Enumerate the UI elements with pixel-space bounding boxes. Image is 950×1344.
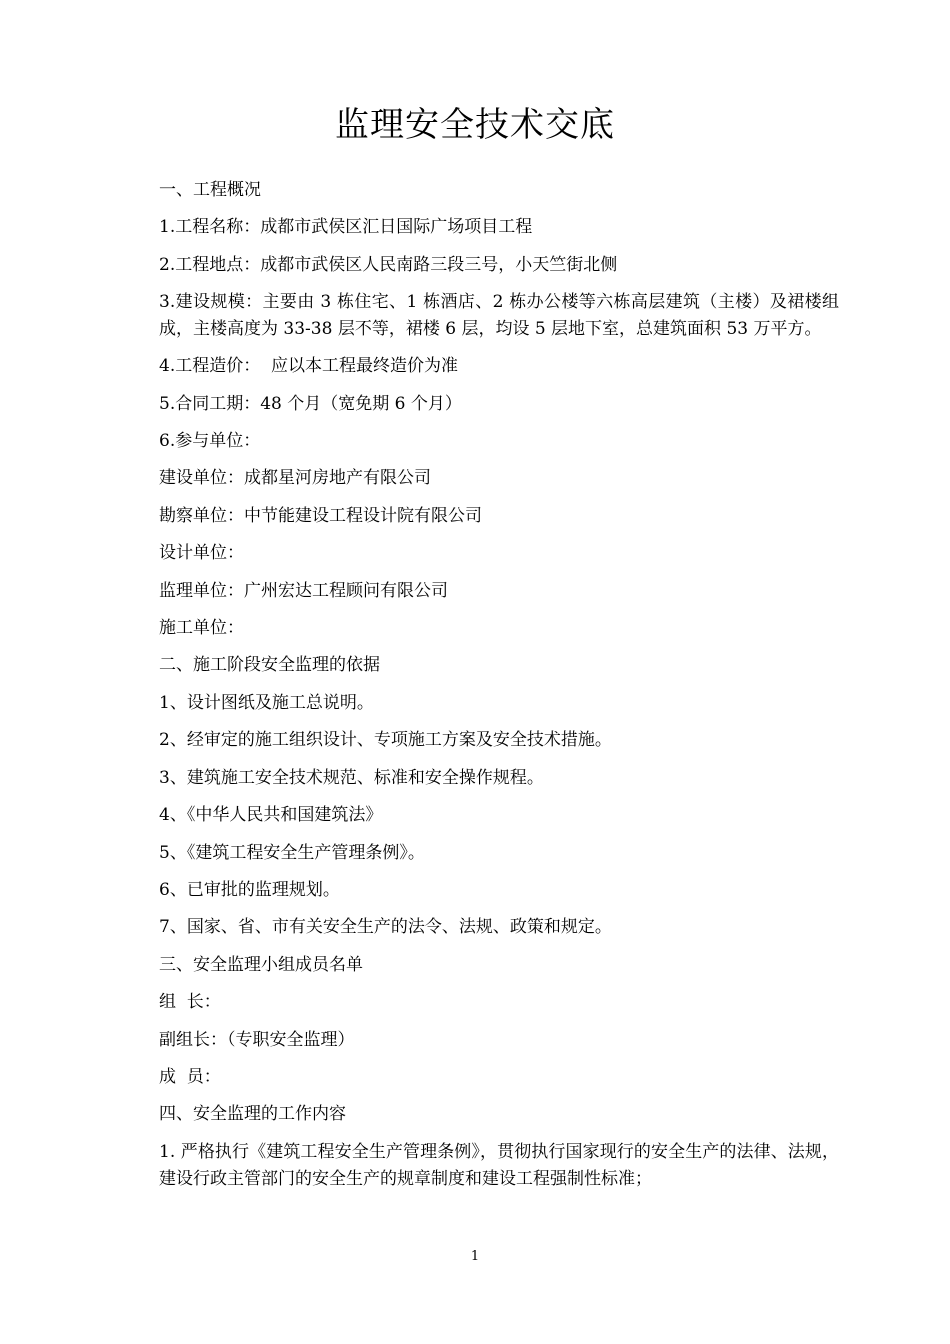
project-location-line: 2.工程地点：成都市武侯区人民南路三段三号，小天竺街北侧 — [159, 254, 618, 275]
team-leader-line: 组 长： — [159, 992, 221, 1013]
participants-heading: 6.参与单位： — [159, 431, 261, 452]
contract-period-line: 5.合同工期：48 个月（宽免期 6 个月） — [159, 393, 462, 414]
section-heading-work: 四、安全监理的工作内容 — [159, 1104, 346, 1125]
page-number: 1 — [470, 1249, 480, 1264]
section-heading-members: 三、安全监理小组成员名单 — [159, 954, 363, 975]
basis-item-2: 2、经审定的施工组织设计、专项施工方案及安全技术措施。 — [159, 730, 612, 751]
project-scale-paragraph: 3.建设规模：主要由 3 栋住宅、1 栋酒店、2 栋办公楼等六栋高层建筑（主楼）及裙楼组成，主楼高度为 33-38 层不等，裙楼 6 层，均设 5 层地下室，总建筑面积 53 万平方。 — [159, 292, 839, 340]
basis-item-1: 1、设计图纸及施工总说明。 — [159, 692, 374, 713]
section-heading-basis: 二、施工阶段安全监理的依据 — [159, 655, 380, 676]
basis-item-7: 7、国家、省、市有关安全生产的法令、法规、政策和规定。 — [159, 917, 612, 938]
document-title: 监理安全技术交底 — [335, 105, 615, 145]
design-unit-line: 设计单位： — [159, 543, 244, 564]
section-heading-overview: 一、工程概况 — [159, 180, 261, 200]
work-item-1-paragraph: 1. 严格执行《建筑工程安全生产管理条例》，贯彻执行国家现行的安全生产的法律、法规，建设行政主管部门的安全生产的规章制度和建设工程强制性标准； — [159, 1141, 839, 1189]
basis-item-4: 4、《中华人民共和国建筑法》 — [159, 805, 383, 826]
project-name-line: 1.工程名称：成都市武侯区汇日国际广场项目工程 — [159, 217, 533, 238]
project-cost-line: 4.工程造价： 应以本工程最终造价为准 — [159, 356, 459, 377]
deputy-leader-line: 副组长：（专职安全监理） — [159, 1029, 355, 1050]
members-line: 成 员： — [159, 1066, 221, 1087]
construction-unit-line: 施工单位： — [159, 618, 244, 639]
survey-unit-line: 勘察单位：中节能建设工程设计院有限公司 — [159, 505, 482, 526]
owner-unit-line: 建设单位：成都星河房地产有限公司 — [159, 468, 431, 489]
supervision-unit-line: 监理单位：广州宏达工程顾问有限公司 — [159, 580, 448, 601]
basis-item-6: 6、已审批的监理规划。 — [159, 879, 340, 900]
basis-item-5: 5、《建筑工程安全生产管理条例》。 — [159, 842, 425, 863]
document-body — [159, 172, 839, 1198]
basis-item-3: 3、建筑施工安全技术规范、标准和安全操作规程。 — [159, 767, 544, 788]
